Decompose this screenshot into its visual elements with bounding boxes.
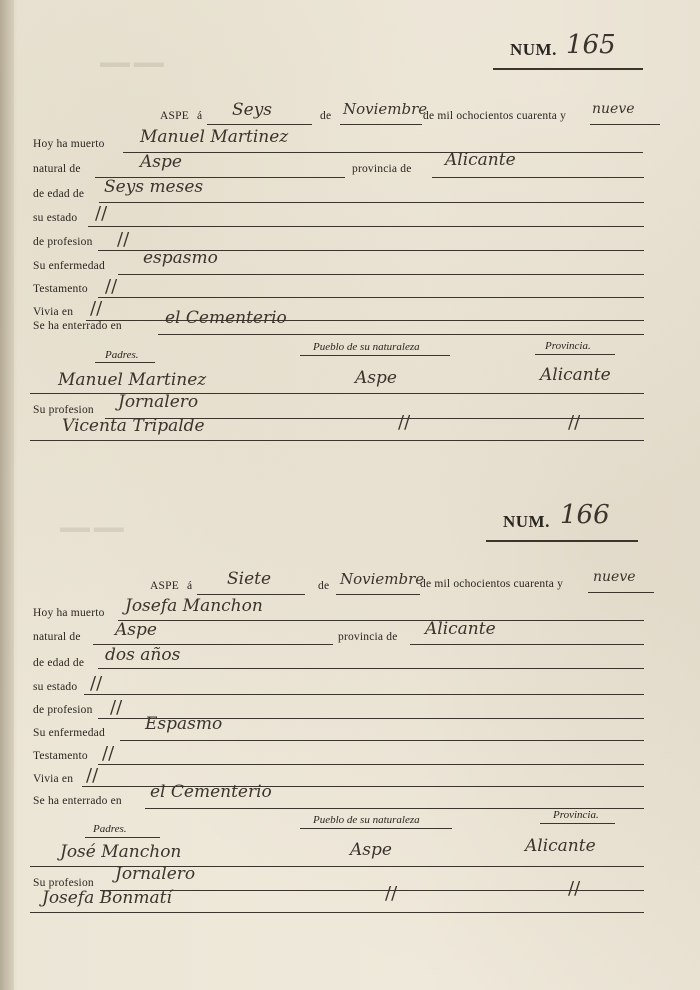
enterrado-label: Se ha enterrado en — [33, 795, 122, 807]
testamento-value: // — [105, 276, 118, 297]
mother-town: // — [398, 412, 411, 433]
province-header: Provincia. — [545, 340, 591, 352]
testamento-label: Testamento — [33, 283, 88, 295]
natural-label: natural de — [33, 163, 81, 175]
province-label: provincia de — [352, 163, 412, 175]
father-name: José Manchon — [60, 842, 182, 862]
age-label: de edad de — [33, 657, 85, 669]
father-profession: Jornalero — [115, 864, 196, 884]
rule — [120, 740, 644, 741]
father-town: Aspe — [355, 368, 397, 388]
mother-name: Josefa Bonmatí — [42, 888, 172, 908]
rule — [535, 354, 615, 355]
father-name: Manuel Martinez — [58, 370, 207, 390]
profesion-label: de profesion — [33, 704, 93, 716]
rule — [98, 668, 644, 669]
province-value: Alicante — [425, 619, 496, 639]
rule — [432, 177, 644, 178]
rule — [95, 362, 155, 363]
number-underline — [486, 540, 638, 542]
town-header: Pueblo de su naturaleza — [313, 341, 420, 353]
province-value: Alicante — [445, 150, 516, 170]
town-label: ASPE — [150, 580, 179, 592]
parents-header: Padres. — [93, 823, 127, 835]
rule — [98, 764, 644, 765]
rule — [88, 226, 644, 227]
enterrado-value: el Cementerio — [165, 308, 287, 328]
rule — [118, 274, 644, 275]
rule — [588, 592, 654, 593]
year-label: de mil ochocientos cuarenta y — [423, 110, 567, 122]
page-binding-edge — [0, 0, 14, 990]
profesion-value: // — [110, 697, 123, 718]
rule — [158, 334, 644, 335]
enfermedad-value: Espasmo — [145, 714, 223, 734]
mother-province: // — [568, 412, 581, 433]
testamento-value: // — [102, 743, 115, 764]
rule — [98, 297, 644, 298]
bleed-through-mark: ▬▬ ▬▬ — [60, 520, 124, 536]
vivia-label: Vivia en — [33, 773, 74, 785]
mother-name: Vicenta Tripalde — [62, 416, 205, 436]
rule — [30, 912, 644, 913]
rule — [85, 837, 160, 838]
deceased-label: Hoy ha muerto — [33, 607, 105, 619]
deceased-label: Hoy ha muerto — [33, 138, 105, 150]
deceased-name: Manuel Martinez — [140, 127, 289, 147]
record-number: 165 — [566, 30, 616, 60]
vivia-label: Vivia en — [33, 306, 74, 318]
record-number-label: NUM. — [510, 40, 557, 59]
mother-province: // — [568, 878, 581, 899]
estado-label: su estado — [33, 681, 78, 693]
deceased-name: Josefa Manchon — [125, 596, 263, 616]
estado-value: // — [95, 203, 108, 224]
natural-label: natural de — [33, 631, 81, 643]
rule — [336, 594, 420, 595]
rule — [540, 823, 615, 824]
rule — [30, 440, 644, 441]
father-profession-label: Su profesion — [33, 404, 94, 416]
rule — [300, 355, 450, 356]
a-label: á — [187, 580, 193, 592]
record-number: 166 — [560, 500, 610, 530]
age-label: de edad de — [33, 188, 85, 200]
profesion-label: de profesion — [33, 236, 93, 248]
a-label: á — [197, 110, 203, 122]
estado-value: // — [90, 673, 103, 694]
bleed-through-mark: ▬▬ ▬▬ — [100, 55, 164, 71]
month-value: Noviembre — [343, 100, 428, 118]
age-value: dos años — [105, 645, 181, 665]
town-label: ASPE — [160, 110, 189, 122]
estado-label: su estado — [33, 212, 78, 224]
parents-header: Padres. — [105, 349, 139, 361]
father-profession: Jornalero — [118, 392, 199, 412]
vivia-value: // — [86, 765, 99, 786]
rule — [84, 694, 644, 695]
rule — [197, 594, 305, 595]
age-value: Seys meses — [104, 177, 204, 197]
number-underline — [493, 68, 643, 70]
province-header: Provincia. — [553, 809, 599, 821]
day-value: Siete — [227, 569, 272, 589]
year-suffix: nueve — [593, 569, 636, 585]
month-value: Noviembre — [340, 570, 425, 588]
de-label: de — [318, 580, 330, 592]
natural-value: Aspe — [115, 620, 157, 640]
de-label: de — [320, 110, 332, 122]
father-town: Aspe — [350, 840, 392, 860]
rule — [99, 202, 644, 203]
father-province: Alicante — [540, 365, 611, 385]
enfermedad-label: Su enfermedad — [33, 260, 105, 272]
profesion-value: // — [117, 229, 130, 250]
rule — [100, 890, 644, 891]
father-profession-label: Su profesion — [33, 877, 94, 889]
rule — [340, 124, 422, 125]
rule — [590, 124, 660, 125]
rule — [123, 152, 643, 153]
province-label: provincia de — [338, 631, 398, 643]
enfermedad-value: espasmo — [143, 248, 218, 268]
rule — [207, 124, 312, 125]
day-value: Seys — [232, 100, 273, 120]
enfermedad-label: Su enfermedad — [33, 727, 105, 739]
testamento-label: Testamento — [33, 750, 88, 762]
rule — [118, 620, 644, 621]
enterrado-value: el Cementerio — [150, 782, 272, 802]
natural-value: Aspe — [140, 152, 182, 172]
year-label: de mil ochocientos cuarenta y — [420, 578, 564, 590]
rule — [300, 828, 452, 829]
mother-town: // — [385, 883, 398, 904]
town-header: Pueblo de su naturaleza — [313, 814, 420, 826]
father-province: Alicante — [525, 836, 596, 856]
year-suffix: nueve — [592, 101, 635, 117]
vivia-value: // — [90, 298, 103, 319]
enterrado-label: Se ha enterrado en — [33, 320, 122, 332]
rule — [410, 644, 644, 645]
record-number-label: NUM. — [503, 512, 550, 531]
